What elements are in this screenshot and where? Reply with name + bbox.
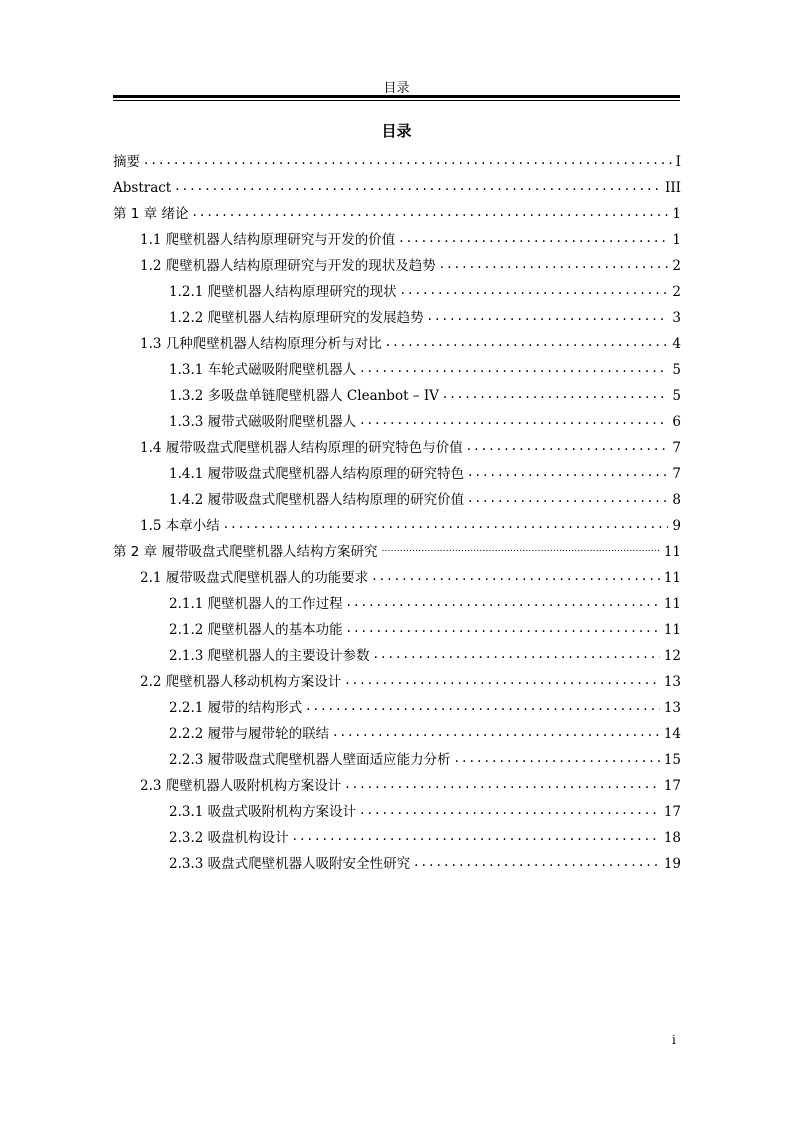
toc-entry-page: 5 <box>672 362 681 378</box>
toc-leader-dots <box>468 464 668 482</box>
toc-entry-label: 2.1.2 爬壁机器人的基本功能 <box>169 622 343 638</box>
toc-entry[interactable] <box>113 326 681 352</box>
toc-entry-page: 11 <box>663 544 681 560</box>
toc-entry-label: 2.3 爬壁机器人吸附机构方案设计 <box>140 778 342 794</box>
toc-entry-page: 5 <box>672 388 681 404</box>
toc-entry-label: 1.2.1 爬壁机器人结构原理研究的现状 <box>169 284 397 300</box>
toc-entry[interactable] <box>113 378 681 404</box>
toc-entry-label: 1.3.1 车轮式磁吸附爬壁机器人 <box>169 362 357 378</box>
toc-entry-label: 2.3.3 吸盘式爬壁机器人吸附安全性研究 <box>169 856 411 872</box>
toc-leader-dots <box>224 516 669 534</box>
toc-entry-label: 第 1 章 绪论 <box>113 206 189 222</box>
toc-leader-dots <box>192 204 668 222</box>
toc-entry[interactable] <box>113 560 681 586</box>
toc-entry[interactable] <box>113 482 681 508</box>
toc-leader-dots <box>306 698 660 716</box>
toc-entry[interactable] <box>113 196 681 222</box>
toc-entry-label: 1.5 本章小结 <box>140 518 220 534</box>
toc-entry-page: 11 <box>663 570 681 586</box>
toc-entry-page: 17 <box>663 804 681 820</box>
toc-leader-dots <box>347 594 660 612</box>
toc-leader-dots <box>345 672 660 690</box>
toc-entry-label: 2.3.2 吸盘机构设计 <box>169 830 289 846</box>
toc-leader-dots <box>175 178 661 196</box>
toc-entry-page: 14 <box>663 726 681 742</box>
page-number: i <box>672 1033 676 1047</box>
header-rule-thin <box>113 100 680 101</box>
toc-entry-label: 2.1 履带吸盘式爬壁机器人的功能要求 <box>140 570 369 586</box>
toc-entry-page: 1 <box>672 232 681 248</box>
toc-entry[interactable] <box>113 274 681 300</box>
toc-entry-page: 13 <box>663 674 681 690</box>
toc-entry-page: 3 <box>672 310 681 326</box>
toc-entry[interactable] <box>113 664 681 690</box>
toc-entry[interactable] <box>113 508 681 534</box>
toc-entry[interactable] <box>113 144 681 170</box>
toc-leader-dots <box>443 386 668 404</box>
toc-leader-dots <box>347 620 660 638</box>
toc-leader-dots <box>333 724 660 742</box>
toc-entry[interactable] <box>113 352 681 378</box>
toc-leader-dots <box>360 412 668 430</box>
toc-leader-dots <box>374 646 660 664</box>
toc-leader-dots <box>345 776 660 794</box>
toc-entry-label: 1.2 爬壁机器人结构原理研究与开发的现状及趋势 <box>140 258 436 274</box>
toc-entry-page: III <box>665 180 681 196</box>
toc-entry[interactable] <box>113 248 681 274</box>
toc-entry[interactable] <box>113 456 681 482</box>
toc-entry[interactable] <box>113 716 681 742</box>
toc-entry[interactable] <box>113 768 681 794</box>
toc-entry[interactable] <box>113 742 681 768</box>
toc-entry-page: 15 <box>663 752 681 768</box>
toc-entry-label: 1.3 几种爬壁机器人结构原理分析与对比 <box>140 336 382 352</box>
toc-leader-dots <box>399 230 668 248</box>
toc-leader-dots <box>467 438 669 456</box>
toc-entry-page: 18 <box>663 830 681 846</box>
toc-entry[interactable] <box>113 222 681 248</box>
toc-entry[interactable] <box>113 430 681 456</box>
toc-entry-label: 1.2.2 爬壁机器人结构原理研究的发展趋势 <box>169 310 424 326</box>
toc-entry[interactable] <box>113 820 681 846</box>
toc-title: 目录 <box>381 122 412 140</box>
toc-entry-page: 11 <box>663 622 681 638</box>
toc-entry-label: 1.4.2 履带吸盘式爬壁机器人结构原理的研究价值 <box>169 492 465 508</box>
running-header: 目录 <box>383 81 410 96</box>
toc-list <box>113 144 681 872</box>
toc-entry-label: 1.4 履带吸盘式爬壁机器人结构原理的研究特色与价值 <box>140 440 463 456</box>
toc-entry-label: 2.1.1 爬壁机器人的工作过程 <box>169 596 343 612</box>
header-rule-thick <box>113 95 680 98</box>
toc-entry-page: 6 <box>672 414 681 430</box>
toc-entry-page: 7 <box>672 440 681 456</box>
toc-entry-page: 8 <box>672 492 681 508</box>
toc-entry-page: 4 <box>672 336 681 352</box>
toc-entry-page: 12 <box>663 648 681 664</box>
toc-entry-label: 2.2 爬壁机器人移动机构方案设计 <box>140 674 342 690</box>
toc-entry-label: 第 2 章 履带吸盘式爬壁机器人结构方案研究 <box>113 544 378 560</box>
toc-entry-page: 11 <box>663 596 681 612</box>
toc-entry-label: 2.2.2 履带与履带轮的联结 <box>169 726 330 742</box>
toc-leader-dots <box>360 802 660 820</box>
toc-entry[interactable] <box>113 586 681 612</box>
toc-entry[interactable] <box>113 690 681 716</box>
toc-entry[interactable] <box>113 794 681 820</box>
toc-entry[interactable] <box>113 404 681 430</box>
toc-leader-dots <box>144 152 672 170</box>
toc-entry[interactable] <box>113 612 681 638</box>
toc-leader-dots <box>372 568 660 586</box>
toc-leader-dots <box>428 308 669 326</box>
toc-entry[interactable] <box>113 170 681 196</box>
toc-entry-page: 2 <box>672 284 681 300</box>
toc-entry-label: 2.1.3 爬壁机器人的主要设计参数 <box>169 648 370 664</box>
toc-entry-label: 1.4.1 履带吸盘式爬壁机器人结构原理的研究特色 <box>169 466 465 482</box>
toc-entry[interactable] <box>113 638 681 664</box>
toc-entry[interactable] <box>113 300 681 326</box>
toc-entry[interactable] <box>113 534 681 560</box>
toc-entry-label: 1.3.3 履带式磁吸附爬壁机器人 <box>169 414 357 430</box>
toc-entry-page: 2 <box>672 258 681 274</box>
toc-entry[interactable] <box>113 846 681 872</box>
toc-leader-dots <box>468 490 668 508</box>
toc-entry-page: 13 <box>663 700 681 716</box>
toc-entry-label: 2.2.1 履带的结构形式 <box>169 700 303 716</box>
toc-entry-page: 17 <box>663 778 681 794</box>
toc-entry-page: 7 <box>672 466 681 482</box>
toc-entry-label: 1.3.2 多吸盘单链爬壁机器人 Cleanbot – IV <box>169 388 439 404</box>
toc-entry-label: 2.2.3 履带吸盘式爬壁机器人壁面适应能力分析 <box>169 752 451 768</box>
toc-entry-label: 2.3.1 吸盘式吸附机构方案设计 <box>169 804 357 820</box>
toc-entry-label: Abstract <box>113 180 172 196</box>
toc-leader-dots <box>414 854 660 872</box>
toc-leader-dots <box>386 334 669 352</box>
toc-leader-dots <box>401 282 669 300</box>
toc-entry-page: I <box>675 154 681 170</box>
toc-entry-label: 摘要 <box>113 154 140 170</box>
toc-leader-dots <box>455 750 660 768</box>
toc-entry-page: 1 <box>672 206 681 222</box>
toc-leader-dots <box>381 544 659 560</box>
toc-entry-page: 9 <box>672 518 681 534</box>
toc-entry-page: 19 <box>663 856 681 872</box>
toc-leader-dots <box>440 256 669 274</box>
toc-leader-dots <box>360 360 668 378</box>
toc-entry-label: 1.1 爬壁机器人结构原理研究与开发的价值 <box>140 232 396 248</box>
toc-leader-dots <box>293 828 660 846</box>
